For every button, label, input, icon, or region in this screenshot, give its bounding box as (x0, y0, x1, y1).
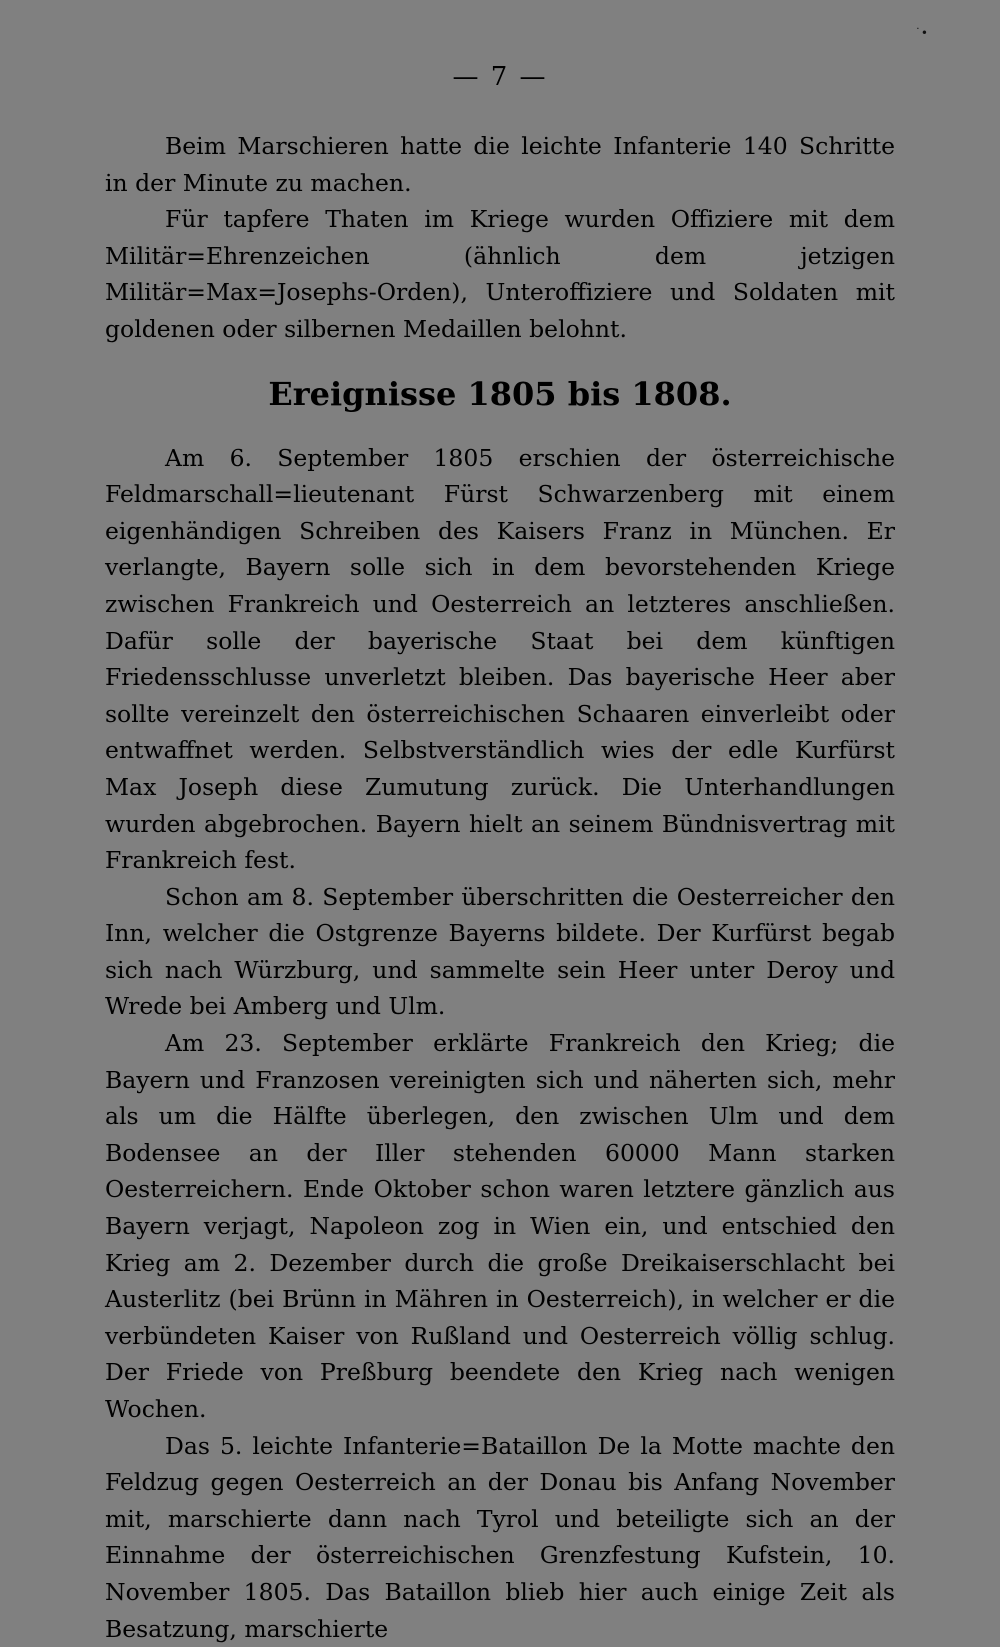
paragraph-marching: Beim Marschieren hatte die leichte Infanterie 140 Schritte in der Minute zu machen. (105, 132, 895, 197)
page-body (105, 128, 895, 1647)
paragraph-schwarzenberg: Am 6. September 1805 erschien der österreichische Feldmarschall=lieutenant Fürst Schwarzenberg mit einem eigenhändigen Schreiben des Kaisers Franz in München. Er verlangte, Bayern solle sich in dem bevorstehenden Kriege zwischen Frankreich und Oesterreich an letzteres anschließen. Dafür solle der bayerische Staat bei dem künftigen Friedensschlusse unverletzt bleiben. Das bayerische Heer aber sollte vereinzelt den österreichischen Schaaren einverleibt oder entwaffnet werden. Selbstverständlich wies der edle Kurfürst Max Joseph diese Zumutung zurück. Die Unterhandlungen wurden abgebrochen. Bayern hielt an seinem Bündnisvertrag mit Frankreich fest. (105, 443, 895, 875)
page-number: — 7 — (452, 62, 548, 92)
paragraph-inn-crossing: Schon am 8. September überschritten die Oesterreicher den Inn, welcher die Ostgrenze Bayerns bildete. Der Kurfürst begab sich nach Würzburg, und sammelte sein Heer unter Deroy und Wrede bei Amberg und Ulm. (105, 882, 895, 1021)
paragraph-austerlitz: Am 23. September erklärte Frankreich den Krieg; die Bayern und Franzosen vereinigten sich und näherten sich, mehr als um die Hälfte überlegen, den zwischen Ulm und dem Bodensee an der Iller stehenden 60000 Mann starken Oesterreichern. Ende Oktober schon waren letztere gänzlich aus Bayern verjagt, Napoleon zog in Wien ein, und entschied den Krieg am 2. Dezember durch die große Dreikaiserschlacht bei Austerlitz (bei Brünn in Mähren in Oesterreich), in welcher er die verbündeten Kaiser von Rußland und Oesterreich völlig schlug. Der Friede von Preßburg beendete den Krieg nach wenigen Wochen. (105, 1029, 895, 1423)
scan-speck: ˙• (914, 26, 928, 40)
paragraph-battalion: Das 5. leichte Infanterie=Bataillon De la Motte machte den Feldzug gegen Oesterreich an der Donau bis Anfang November mit, marschierte dann nach Tyrol und beteiligte sich an der Einnahme der österreichischen Grenzfestung Kufstein, 10. November 1805. Das Bataillon blieb hier auch einige Zeit als Besatzung, marschierte (105, 1431, 895, 1643)
paragraph-decorations: Für tapfere Thaten im Kriege wurden Offiziere mit dem Militär=Ehrenzeichen (ähnlich dem jetzigen Militär=Max=Josephs-Orden), Unteroffiziere und Soldaten mit goldenen oder silbernen Medaillen belohnt. (105, 205, 895, 343)
section-heading: Ereignisse 1805 bis 1808. (268, 374, 732, 413)
